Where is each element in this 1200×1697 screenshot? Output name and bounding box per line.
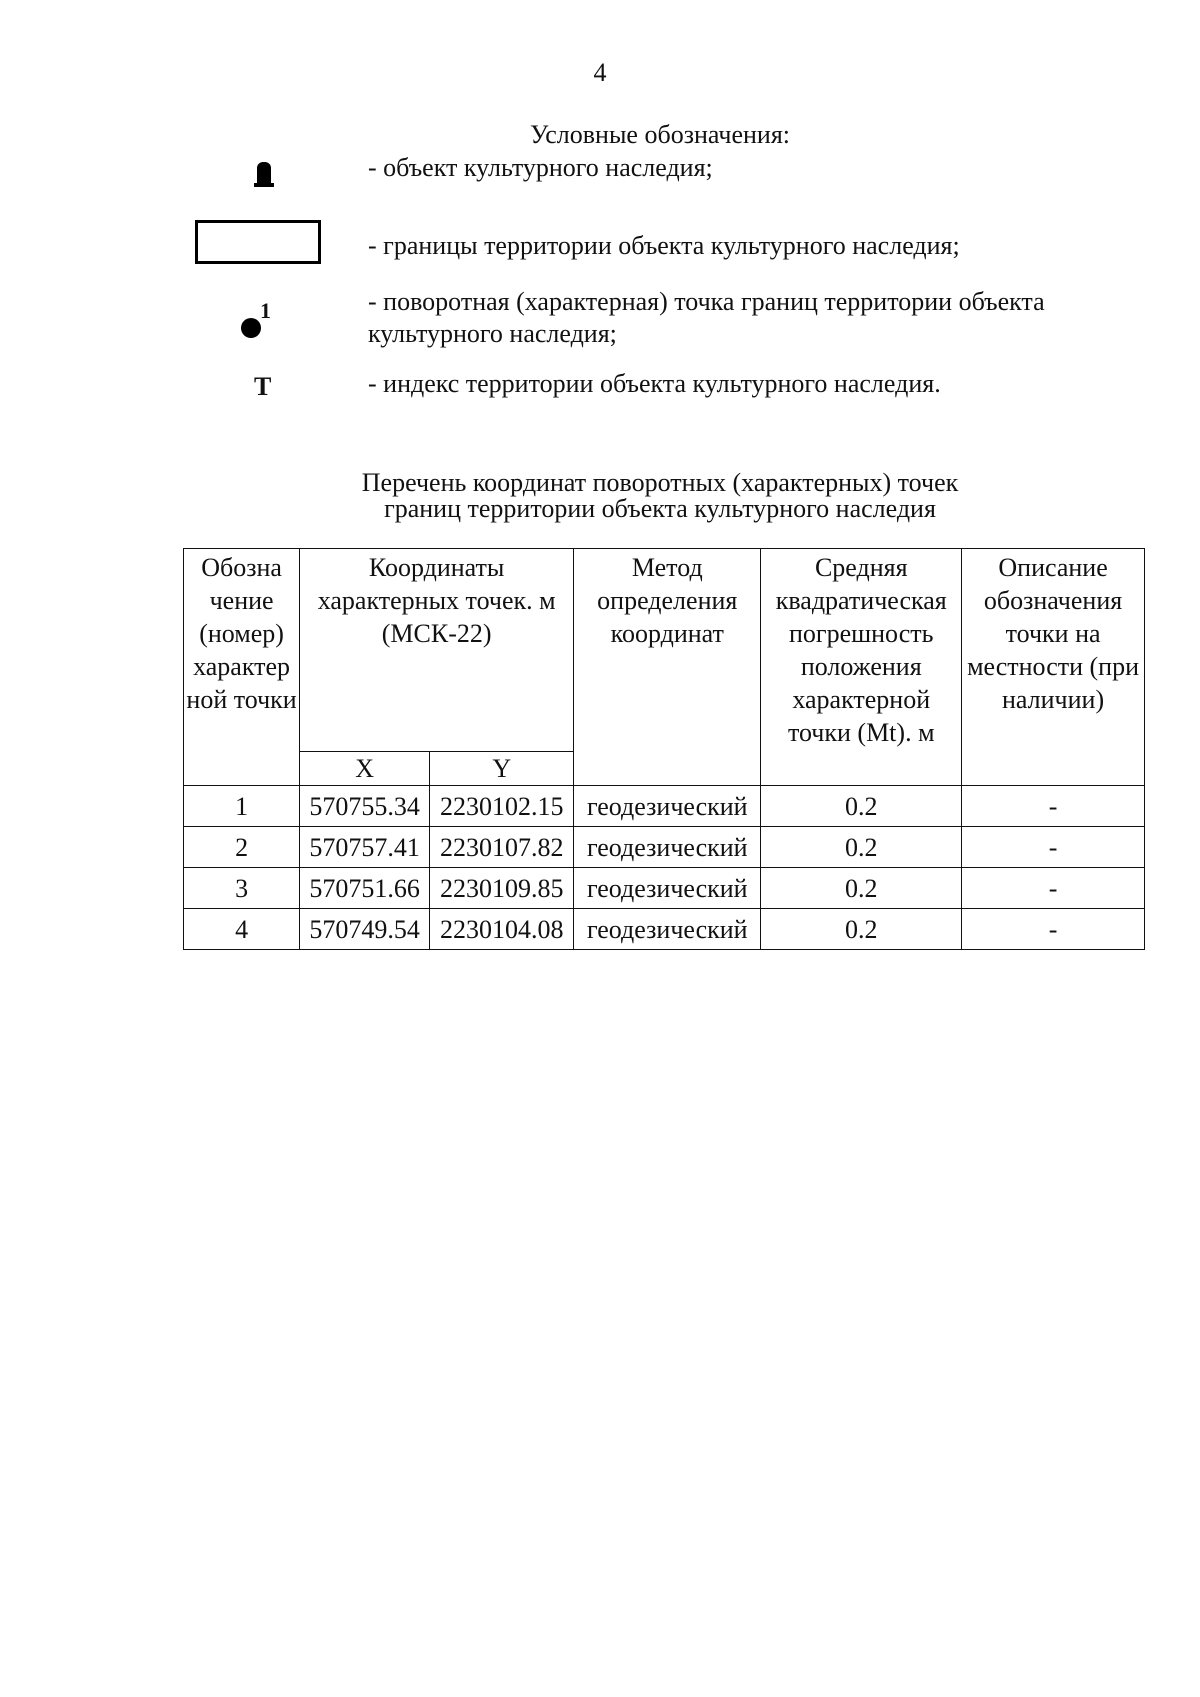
cell-description: - [962,909,1145,950]
table-title-line2: границ территории объекта культурного наследия [384,494,936,523]
table-row [184,786,1145,827]
legend-text-turning-point: - поворотная (характерная) точка границ территории объекта культурного наследия; [368,287,1045,348]
cell-error: 0.2 [761,868,962,909]
header-error: Средняя квадратическая погрешность положения характерной точки (Mt). м [761,549,962,786]
cell-description: - [962,827,1145,868]
cell-y: 2230102.15 [430,786,574,827]
cell-method: геодезический [574,786,761,827]
legend-text-monument: - объект культурного наследия; [368,153,713,182]
coordinates-table [183,548,1145,950]
table-row [184,827,1145,868]
turning-point-dot-icon [190,282,340,342]
legend-text-boundary: - границы территории объекта культурного наследия; [368,231,960,260]
header-y: Y [430,752,574,786]
cell-error: 0.2 [761,909,962,950]
legend-item-territory-index [0,368,1200,428]
legend-item-turning-point [0,282,1200,348]
cell-x: 570757.41 [300,827,430,868]
table-title-line1: Перечень координат поворотных (характерных) точек [361,468,959,497]
page-number: 4 [593,58,607,87]
header-coords: Координаты характерных точек. м (МСК-22) [300,549,574,752]
territory-index-icon [190,368,340,428]
cell-description: - [962,868,1145,909]
cell-x: 570751.66 [300,868,430,909]
cell-point: 4 [184,909,300,950]
table-title [0,470,1200,522]
cell-y: 2230107.82 [430,827,574,868]
legend-title: Условные обозначения: [529,120,791,149]
cell-description: - [962,786,1145,827]
legend-text-territory-index: - индекс территории объекта культурного наследия. [368,369,941,398]
boundary-rectangle-icon [190,218,340,278]
cell-point: 2 [184,827,300,868]
cell-point: 3 [184,868,300,909]
legend-item-monument [0,152,1200,212]
cell-y: 2230109.85 [430,868,574,909]
header-point: Обозна чение (номер) характер ной точки [184,549,300,786]
cell-x: 570749.54 [300,909,430,950]
header-x: X [300,752,430,786]
turning-point-label: 1 [260,298,271,323]
cell-method: геодезический [574,827,761,868]
cell-method: геодезический [574,909,761,950]
cell-error: 0.2 [761,786,962,827]
territory-index-label: Т [254,372,272,401]
table-row [184,909,1145,950]
legend-item-boundary [0,218,1200,278]
cell-point: 1 [184,786,300,827]
header-method: Метод определения координат [574,549,761,786]
table-row [184,868,1145,909]
table-header-row [184,549,1145,752]
cell-method: геодезический [574,868,761,909]
monument-icon [190,152,340,212]
cell-error: 0.2 [761,827,962,868]
header-description: Описание обозначения точки на местности (при наличии) [962,549,1145,786]
cell-x: 570755.34 [300,786,430,827]
cell-y: 2230104.08 [430,909,574,950]
